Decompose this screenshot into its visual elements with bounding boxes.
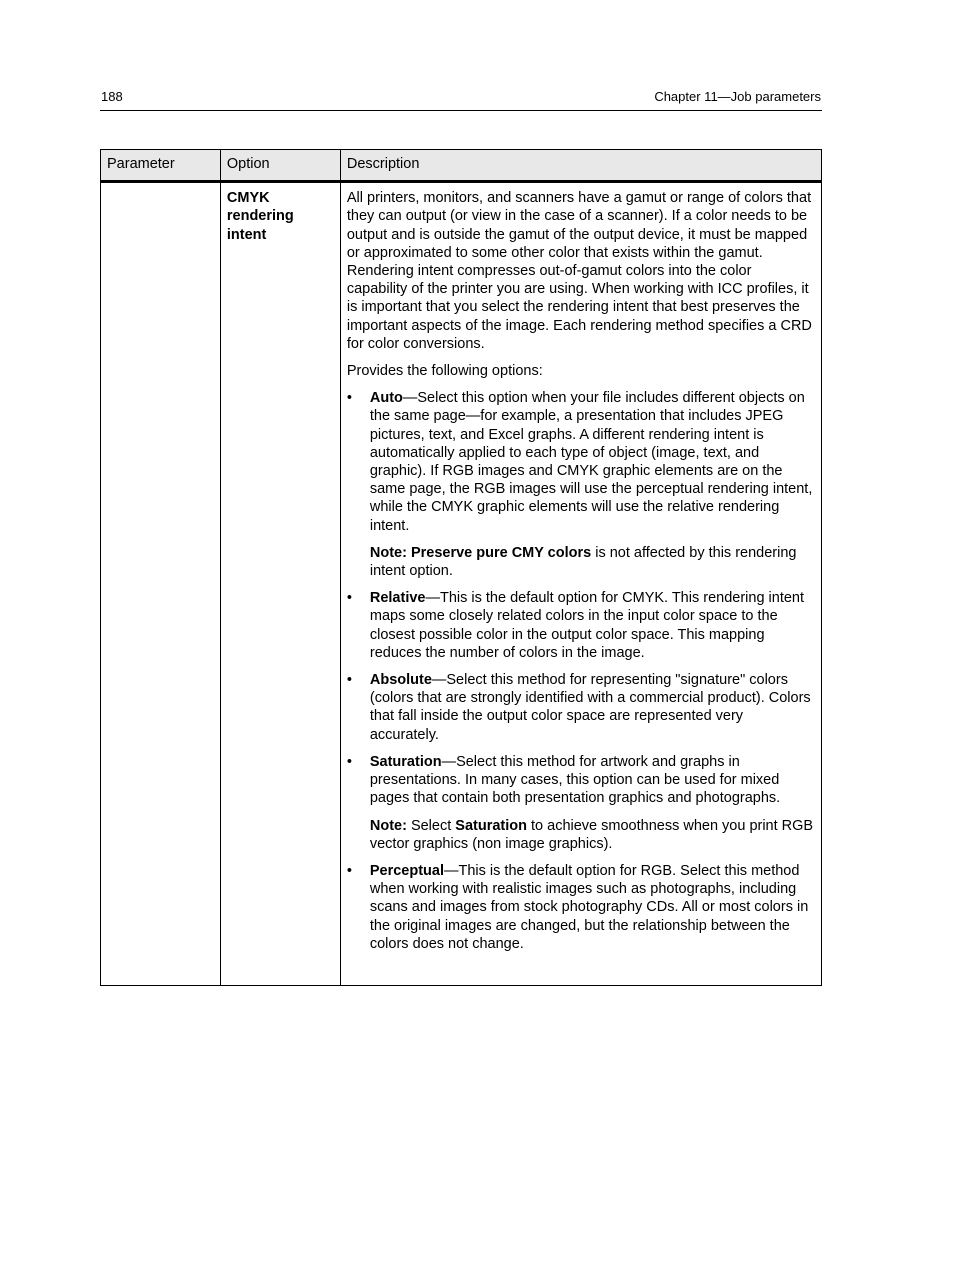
option-term-auto: Auto <box>369 390 403 407</box>
option-name: CMYK rendering intent <box>226 190 294 243</box>
option-term-perceptual: Perceptual <box>369 862 445 879</box>
options-list <box>347 389 815 953</box>
option-cell <box>220 182 340 986</box>
table-header-row <box>101 150 822 182</box>
option-term-relative: Relative <box>369 590 426 607</box>
option-text-perceptual: —This is the default option for RGB. Select this method when working with realistic images such as photographs, including scans and images from stock photography CDs. All or most colors in the original images are changed, but the relationship between the colors does not change. <box>369 862 809 952</box>
column-header-parameter: Parameter <box>101 150 221 182</box>
table-row <box>101 182 822 986</box>
note-saturation-label: Note: <box>369 817 407 834</box>
option-term-saturation: Saturation <box>369 753 442 770</box>
option-text-saturation: —Select this method for artwork and graphs in presentations. In many cases, this option can be used for mixed pages that contain both presentation graphics and photographs. <box>369 753 781 807</box>
chapter-title: Chapter 11—Job parameters <box>654 89 821 104</box>
note-auto-bold: Note: Preserve pure CMY colors <box>369 544 592 561</box>
header-rule <box>100 110 822 111</box>
description-cell <box>340 182 821 986</box>
note-saturation-rest: to achieve smoothness when you print RGB vector graphics (non image graphics). <box>369 817 814 852</box>
options-lead: Provides the following options: <box>346 363 543 380</box>
parameter-cell <box>101 182 221 986</box>
list-item-auto <box>347 389 815 580</box>
column-header-description: Description <box>340 150 821 182</box>
bullet-icon: • <box>346 390 352 407</box>
option-text-absolute: —Select this method for representing "signature" colors (colors that are strongly identified with a commercial product). Colors that fall inside the output color space are represented very accurately. <box>369 672 811 743</box>
list-item-absolute <box>347 671 815 744</box>
option-text-relative: —This is the default option for CMYK. This rendering intent maps some closely related colors in the input color space to the closest possible color in the output color space. This mapping reduces the number of colors in the image. <box>369 590 805 661</box>
option-term-absolute: Absolute <box>369 672 432 689</box>
parameter-table <box>100 149 822 986</box>
bullet-icon: • <box>346 862 352 879</box>
note-auto-rest: is not affected by this rendering intent option. <box>369 544 797 580</box>
list-item-saturation <box>347 753 815 853</box>
column-header-option: Option <box>220 150 340 182</box>
bullet-icon: • <box>346 672 352 689</box>
note-saturation-pre: Select <box>406 817 456 834</box>
description-intro: All printers, monitors, and scanners have a gamut or range of colors that they can output (or view in the case of a scanner). If a color needs to be output and is outside the gamut of the output device, it must be mapped or approximated to some other color that exists within the gamut. Rendering intent compresses out-of-gamut colors into the color capability of the printer you are using. When working with ICC profiles, it is important that you select the rendering intent that best preserves the important aspects of the image. Each rendering method specifies a CRD for color conversions. <box>346 190 812 352</box>
bullet-icon: • <box>346 590 352 607</box>
list-item-perceptual <box>347 862 815 953</box>
note-saturation <box>370 817 815 853</box>
note-auto <box>370 544 815 580</box>
list-item-relative <box>347 589 815 662</box>
table-header <box>101 150 822 182</box>
page-number: 188 <box>101 89 123 104</box>
option-text-auto: —Select this option when your file includes different objects on the same page—for example, a presentation that includes JPEG pictures, text, and Excel graphs. A different rendering intent is automatically applied to each type of object (image, text, and graphic). If RGB images and CMYK graphic elements are on the same page, the RGB images will use the perceptual rendering intent, while the CMYK graphic elements will use the relative rendering intent. <box>369 390 813 534</box>
note-saturation-term: Saturation <box>455 817 527 834</box>
bullet-icon: • <box>346 753 352 770</box>
